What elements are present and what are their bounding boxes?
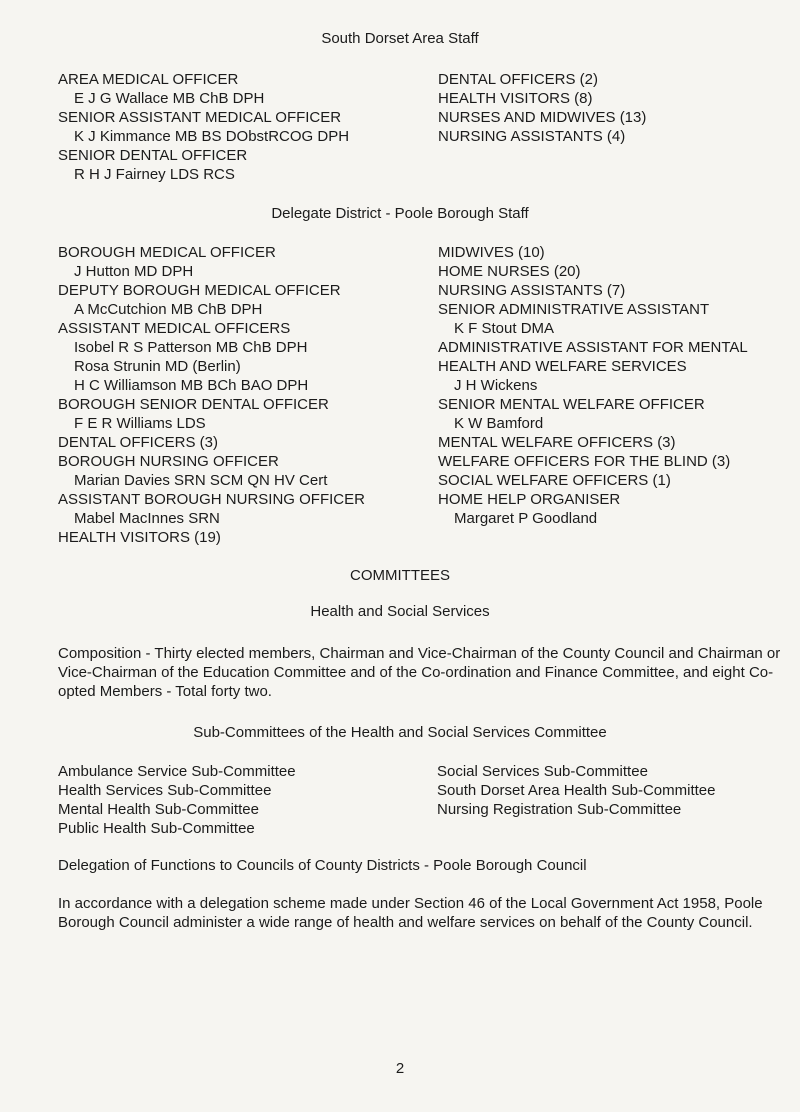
south-dorset-heading: South Dorset Area Staff: [321, 30, 479, 47]
staff-line: HEALTH VISITORS (19): [58, 529, 221, 546]
composition-paragraph: Composition - Thirty elected members, Chairman and Vice-Chairman of the County Council and Chairman or Vice-Chairman of the Education Committee and of the Co-ordination and Finance Committee, and eight Co-opted Members - Total forty two.: [58, 645, 781, 700]
sub-committees-right-column: [437, 762, 715, 819]
staff-line: DEPUTY BOROUGH MEDICAL OFFICER: [58, 282, 341, 299]
staff-line: DENTAL OFFICERS (3): [58, 434, 219, 451]
staff-line: ADMINISTRATIVE ASSISTANT FOR MENTAL: [438, 339, 748, 356]
staff-line: DENTAL OFFICERS (2): [438, 71, 599, 88]
committees-subheading: Health and Social Services: [310, 603, 490, 620]
staff-line: Public Health Sub-Committee: [58, 820, 255, 837]
staff-line: SENIOR MENTAL WELFARE OFFICER: [438, 396, 705, 413]
committees-heading: COMMITTEES: [350, 567, 450, 584]
staff-line: J H Wickens: [454, 377, 538, 394]
staff-line: BOROUGH MEDICAL OFFICER: [58, 244, 276, 261]
staff-line: Mental Health Sub-Committee: [58, 801, 259, 818]
delegation-paragraph: In accordance with a delegation scheme made under Section 46 of the Local Government Act 1958, Poole Borough Council administer a wide range of health and welfare services on behalf of the County Council.: [58, 895, 763, 931]
staff-line: SENIOR ADMINISTRATIVE ASSISTANT: [438, 301, 710, 318]
staff-line: Social Services Sub-Committee: [437, 763, 648, 780]
staff-line: BOROUGH SENIOR DENTAL OFFICER: [58, 396, 329, 413]
staff-line: MIDWIVES (10): [438, 244, 545, 261]
staff-line: K F Stout DMA: [454, 320, 555, 337]
staff-line: ASSISTANT MEDICAL OFFICERS: [58, 320, 291, 337]
staff-line: R H J Fairney LDS RCS: [74, 166, 235, 183]
sub-committees-heading: Sub-Committees of the Health and Social Services Committee: [193, 724, 607, 741]
staff-line: MENTAL WELFARE OFFICERS (3): [438, 434, 676, 451]
poole-heading: Delegate District - Poole Borough Staff: [271, 205, 529, 222]
staff-line: HEALTH AND WELFARE SERVICES: [438, 358, 687, 375]
delegation-heading: Delegation of Functions to Councils of County Districts - Poole Borough Council: [58, 857, 587, 874]
staff-line: AREA MEDICAL OFFICER: [58, 71, 239, 88]
staff-line: SENIOR ASSISTANT MEDICAL OFFICER: [58, 109, 342, 126]
poole-left-column: [58, 243, 365, 547]
poole-right-column: [438, 243, 748, 528]
staff-line: South Dorset Area Health Sub-Committee: [437, 782, 716, 799]
staff-line: ASSISTANT BOROUGH NURSING OFFICER: [58, 491, 365, 508]
staff-line: HOME NURSES (20): [438, 263, 581, 280]
sub-committees-left-column: [58, 762, 296, 838]
staff-line: HOME HELP ORGANISER: [438, 491, 621, 508]
page-number: 2: [395, 1060, 405, 1077]
staff-line: NURSING ASSISTANTS (4): [438, 128, 626, 145]
staff-line: Marian Davies SRN SCM QN HV Cert: [74, 472, 328, 489]
south-dorset-left-column: [58, 70, 349, 184]
staff-line: BOROUGH NURSING OFFICER: [58, 453, 279, 470]
staff-line: SOCIAL WELFARE OFFICERS (1): [438, 472, 671, 489]
staff-line: K J Kimmance MB BS DObstRCOG DPH: [74, 128, 350, 145]
staff-line: E J G Wallace MB ChB DPH: [74, 90, 265, 107]
staff-line: NURSES AND MIDWIVES (13): [438, 109, 647, 126]
staff-line: Margaret P Goodland: [454, 510, 598, 527]
staff-line: WELFARE OFFICERS FOR THE BLIND (3): [438, 453, 731, 470]
staff-line: Rosa Strunin MD (Berlin): [74, 358, 241, 375]
staff-line: Nursing Registration Sub-Committee: [437, 801, 682, 818]
staff-line: SENIOR DENTAL OFFICER: [58, 147, 248, 164]
staff-line: J Hutton MD DPH: [74, 263, 194, 280]
staff-line: HEALTH VISITORS (8): [438, 90, 593, 107]
staff-line: Isobel R S Patterson MB ChB DPH: [74, 339, 308, 356]
staff-line: F E R Williams LDS: [74, 415, 206, 432]
staff-line: Ambulance Service Sub-Committee: [58, 763, 296, 780]
staff-line: K W Bamford: [454, 415, 544, 432]
staff-line: Health Services Sub-Committee: [58, 782, 272, 799]
staff-line: H C Williamson MB BCh BAO DPH: [74, 377, 309, 394]
staff-line: Mabel MacInnes SRN: [74, 510, 220, 527]
staff-line: A McCutchion MB ChB DPH: [74, 301, 263, 318]
staff-line: NURSING ASSISTANTS (7): [438, 282, 626, 299]
south-dorset-right-column: [438, 70, 646, 146]
